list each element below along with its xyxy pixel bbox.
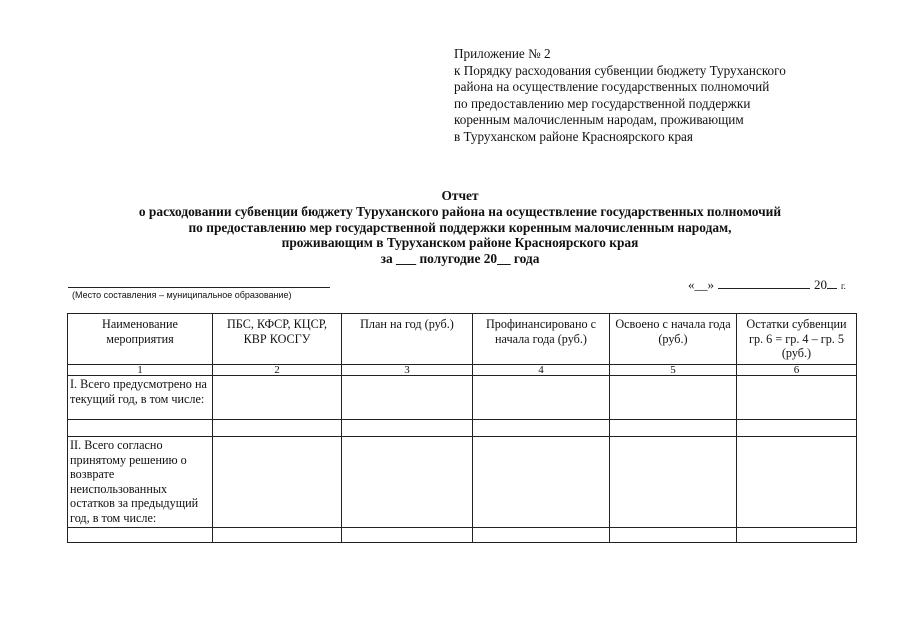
table-cell xyxy=(213,420,342,437)
appendix-line: района на осуществление государственных полномочий xyxy=(454,79,770,95)
table-cell xyxy=(213,376,342,420)
date-year-prefix: 20 xyxy=(814,277,827,292)
column-number: 4 xyxy=(473,365,610,376)
table-cell xyxy=(610,420,737,437)
column-number: 5 xyxy=(610,365,737,376)
appendix-line: коренным малочисленным народам, проживающим xyxy=(454,112,744,128)
table-cell xyxy=(610,376,737,420)
table-cell xyxy=(737,376,857,420)
column-number-row xyxy=(68,365,857,376)
table-cell xyxy=(737,420,857,437)
table-cell xyxy=(473,376,610,420)
place-fill-line xyxy=(68,287,330,288)
table-row xyxy=(68,437,857,528)
date-suffix: г. xyxy=(841,281,846,291)
table-row xyxy=(68,420,857,437)
table-cell xyxy=(68,420,213,437)
table-cell xyxy=(213,437,342,528)
column-number: 6 xyxy=(737,365,857,376)
report-title-line: о расходовании субвенции бюджету Туруханского района на осуществление государственных полномочий xyxy=(138,203,782,219)
date-field xyxy=(688,276,846,293)
place-caption: (Место составления – муниципальное образование) xyxy=(72,290,292,300)
table-row xyxy=(68,376,857,420)
table-cell xyxy=(342,437,473,528)
row-label: II. Всего согласно принятому решению о возврате неиспользованных остатков за предыдущий год, в том числе: xyxy=(68,437,213,528)
table-cell xyxy=(342,376,473,420)
table-cell xyxy=(473,437,610,528)
report-title-line: по предоставлению мер государственной поддержки коренным малочисленным народам, xyxy=(188,219,732,235)
date-day: «__» xyxy=(688,277,714,292)
column-number: 3 xyxy=(342,365,473,376)
report-table xyxy=(67,313,857,543)
column-number: 2 xyxy=(213,365,342,376)
date-month-blank xyxy=(718,276,810,289)
table-cell xyxy=(610,437,737,528)
header-cell: Освоено с начала года (руб.) xyxy=(610,314,737,365)
table-cell xyxy=(213,527,342,542)
header-cell: План на год (руб.) xyxy=(342,314,473,365)
table-cell xyxy=(737,527,857,542)
table-cell xyxy=(68,527,213,542)
header-cell: Остатки субвенции гр. 6 = гр. 4 – гр. 5 (руб.) xyxy=(737,314,857,365)
report-period-line: за ___ полугодие 20__ года xyxy=(380,251,540,267)
column-number: 1 xyxy=(68,365,213,376)
table-cell xyxy=(610,527,737,542)
report-title-line: проживающим в Туруханском районе Красноярского края xyxy=(281,235,639,251)
table-cell xyxy=(473,420,610,437)
appendix-block xyxy=(454,46,894,146)
report-heading: Отчет xyxy=(441,188,479,203)
table-header-row xyxy=(68,314,857,365)
table-cell xyxy=(473,527,610,542)
header-cell: Профинансировано с начала года (руб.) xyxy=(473,314,610,365)
row-label: I. Всего предусмотрено на текущий год, в том числе: xyxy=(68,376,213,420)
appendix-line: Приложение № 2 xyxy=(454,46,551,61)
table-cell xyxy=(737,437,857,528)
date-year-blank xyxy=(827,276,837,289)
appendix-line: по предоставлению мер государственной поддержки xyxy=(454,95,751,111)
report-title xyxy=(60,188,860,267)
header-cell: Наименование мероприятия xyxy=(68,314,213,365)
table-cell xyxy=(342,420,473,437)
appendix-line: к Порядку расходования субвенции бюджету Туруханского xyxy=(454,62,786,78)
table-row xyxy=(68,527,857,542)
table-cell xyxy=(342,527,473,542)
appendix-line: в Туруханском районе Красноярского края xyxy=(454,128,693,144)
header-cell: ПБС, КФСР, КЦСР, КВР КОСГУ xyxy=(213,314,342,365)
